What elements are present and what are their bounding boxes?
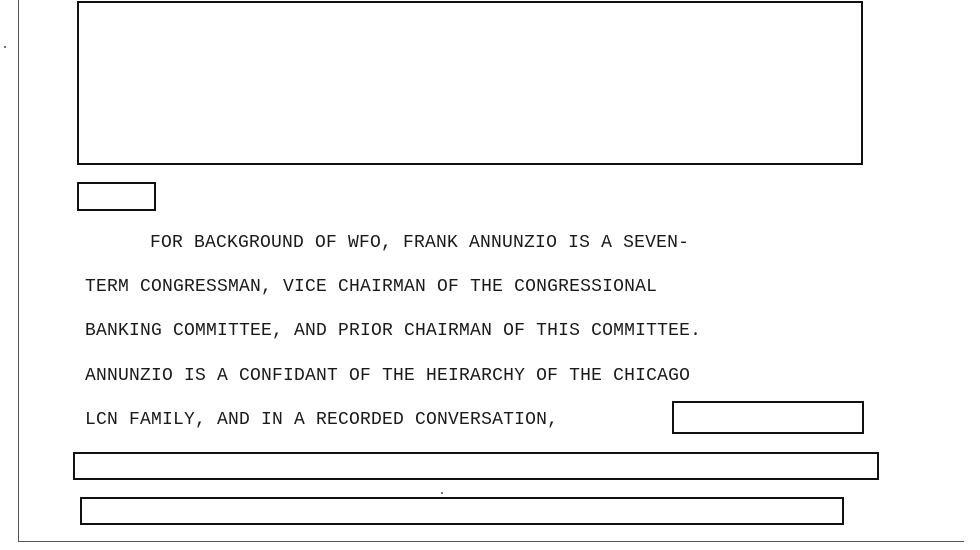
paragraph-line-4: ANNUNZIO IS A CONFIDANT OF THE HEIRARCHY OF THE CHICAGO xyxy=(85,366,691,386)
redaction-box-wide xyxy=(73,452,879,480)
scan-speck xyxy=(441,492,443,494)
paragraph-line-2: TERM CONGRESSMAN, VICE CHAIRMAN OF THE CONGRESSIONAL xyxy=(85,277,658,297)
scan-speck xyxy=(4,46,6,48)
redaction-box-inline xyxy=(672,401,864,434)
paragraph-line-5: LCN FAMILY, AND IN A RECORDED CONVERSATION, xyxy=(85,410,559,430)
redaction-box-bottom xyxy=(80,497,844,525)
paragraph-line-3: BANKING COMMITTEE, AND PRIOR CHAIRMAN OF THIS COMMITTEE. xyxy=(85,321,702,341)
paragraph-line-1: FOR BACKGROUND OF WFO, FRANK ANNUNZIO IS A SEVEN- xyxy=(150,233,690,253)
page-border-bottom xyxy=(18,541,964,542)
redaction-box-top xyxy=(77,1,863,165)
redaction-box-small xyxy=(77,182,156,211)
page-border-left xyxy=(18,0,19,541)
